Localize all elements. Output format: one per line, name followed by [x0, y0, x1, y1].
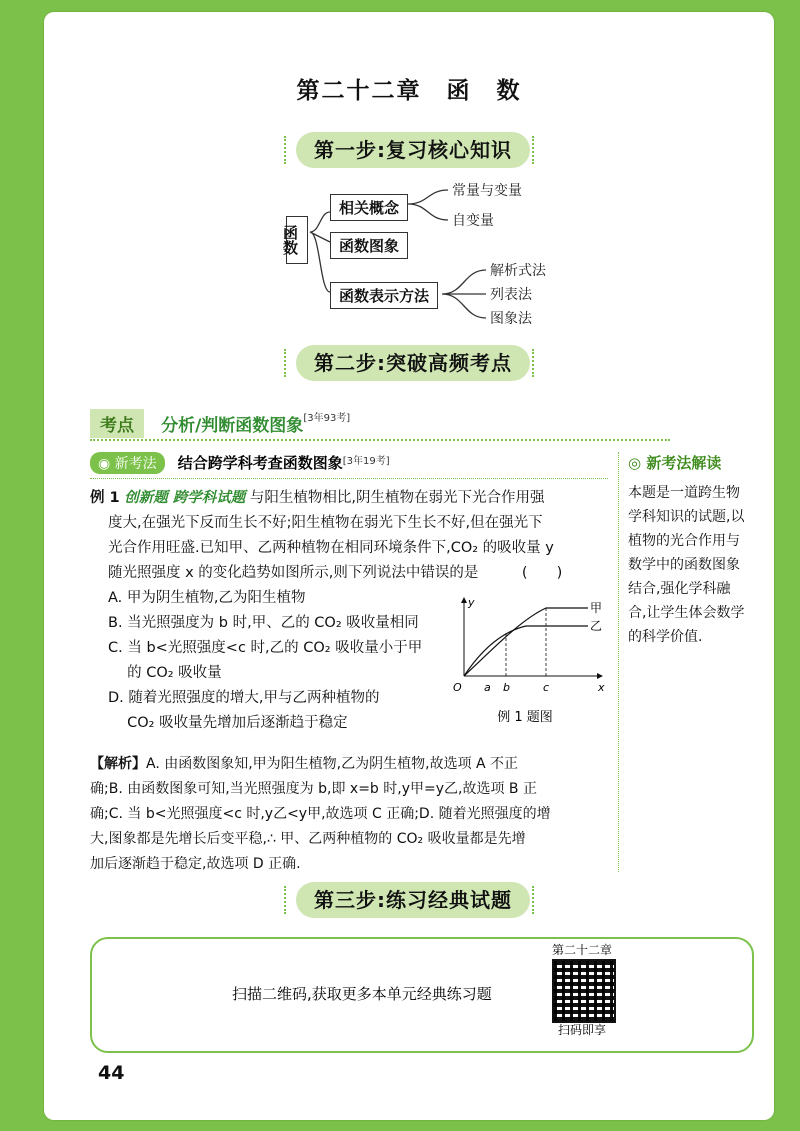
- tick-a: a: [484, 681, 491, 694]
- mindmap-leaf: 解析式法: [490, 263, 546, 279]
- figure-caption: 例 1 题图: [497, 710, 553, 725]
- bulb-icon: ◎: [628, 454, 642, 472]
- mindmap-node-graph: 函数图象: [330, 232, 408, 259]
- qr-panel: [90, 937, 754, 1053]
- qr-bottom-label: 扫码即享: [558, 1023, 607, 1037]
- mindmap-node-concepts: 相关概念: [330, 194, 408, 221]
- new-method-note: [3年19考]: [342, 456, 390, 467]
- mindmap-leaf: 常量与变量: [452, 183, 522, 199]
- analysis-label: 【解析】: [90, 756, 146, 772]
- kaodian-tag: 考点: [90, 409, 144, 438]
- mindmap-leaf: 图象法: [490, 311, 532, 327]
- kaodian-header: [90, 409, 670, 441]
- series-yi: [464, 626, 588, 676]
- y-label: y: [468, 596, 475, 609]
- analysis: 【解析】A. 由函数图象知,甲为阳生植物,乙为阴生植物,故选项 A 不正 确;B. 由函数图象可知,当光照强度为 b,即 x=b 时,y甲=y乙,故选项 B 正 确;C. 当 b<光照强度<c 时,y乙<y甲,故选项 C 正确;D. 随着光照强度的增 大,图象都是先增长后变平稳,∴ 甲、乙两种植物的 CO₂ 吸收量都是先增 加后逐渐趋于稳定,故选项 D 正确.: [90, 756, 551, 872]
- qr-top-label: 第二十二章: [552, 943, 613, 957]
- step2-banner: 第二步:突破高频考点: [296, 345, 530, 381]
- function-graph: [450, 592, 610, 702]
- option-c: C. 当 b<光照强度<c 时,乙的 CO₂ 吸收量小于甲: [108, 640, 423, 656]
- series-jia: [464, 608, 588, 676]
- example-figure: [450, 592, 610, 725]
- step3-banner: 第三步:练习经典试题: [296, 882, 530, 918]
- new-method-title: 结合跨学科考查函数图象: [177, 454, 343, 472]
- x-label: x: [598, 681, 605, 694]
- example-label: 例 1: [90, 490, 120, 506]
- page: [44, 12, 774, 1120]
- example-stem: 例 1 创新题 跨学科试题 与阳生植物相比,阴生植物在弱光下光合作用强 度大,在强光下反而生长不好;阳生植物在弱光下生长不好,但在强光下 光合作用旺盛.已知甲、乙两种植物在相同环境条件下,CO₂ 的吸收量 y 随光照强度 x 的变化趋势如图所示,则下列说法中错误的是 ( ): [90, 490, 563, 581]
- bulb-icon: ◉: [98, 456, 111, 472]
- mindmap-leaf: 列表法: [490, 287, 532, 303]
- qr-code[interactable]: [552, 959, 616, 1023]
- tick-c: c: [543, 681, 550, 694]
- chapter-title: 第二十二章 函 数: [296, 78, 522, 104]
- option-d-cont: CO₂ 吸收量先增加后逐渐趋于稳定: [108, 715, 348, 731]
- mindmap-node-methods: 函数表示方法: [330, 282, 438, 309]
- page-number: 44: [98, 1062, 125, 1084]
- series-label-jia: 甲: [590, 601, 603, 615]
- origin-label: O: [453, 681, 462, 694]
- option-b: B. 当光照强度为 b 时,甲、乙的 CO₂ 吸收量相同: [108, 615, 419, 631]
- option-d: D. 随着光照强度的增大,甲与乙两种植物的: [108, 690, 380, 706]
- new-method-header: [90, 452, 610, 474]
- kaodian-title: 分析/判断函数图象: [161, 416, 304, 436]
- example-options: [108, 586, 488, 736]
- qr-text: 扫描二维码,获取更多本单元经典练习题: [232, 985, 492, 1003]
- mindmap-root: 函数: [286, 216, 308, 264]
- example-tags: 创新题 跨学科试题: [124, 490, 246, 506]
- step1-banner: 第一步:复习核心知识: [296, 132, 530, 168]
- mindmap-lines: [44, 182, 774, 352]
- kaodian-note: [3年93考]: [303, 413, 351, 424]
- new-method-tag: ◉ 新考法: [90, 452, 165, 474]
- sidebar: ◎ 新考法解读 本题是一道跨生物 学科知识的试题,以 植物的光合作用与 数学中的函数图象 结合,强化学科融 合,让学生体会数学 的科学价值.: [628, 454, 745, 645]
- sidebar-title: 新考法解读: [646, 454, 722, 472]
- mindmap: [44, 182, 774, 352]
- sidebar-divider: [618, 452, 620, 872]
- tick-b: b: [503, 681, 510, 694]
- series-label-yi: 乙: [590, 619, 603, 633]
- mindmap-leaf: 自变量: [452, 213, 494, 229]
- option-c-cont: 的 CO₂ 吸收量: [108, 665, 222, 681]
- divider: [90, 478, 608, 479]
- option-a: A. 甲为阴生植物,乙为阳生植物: [108, 590, 306, 606]
